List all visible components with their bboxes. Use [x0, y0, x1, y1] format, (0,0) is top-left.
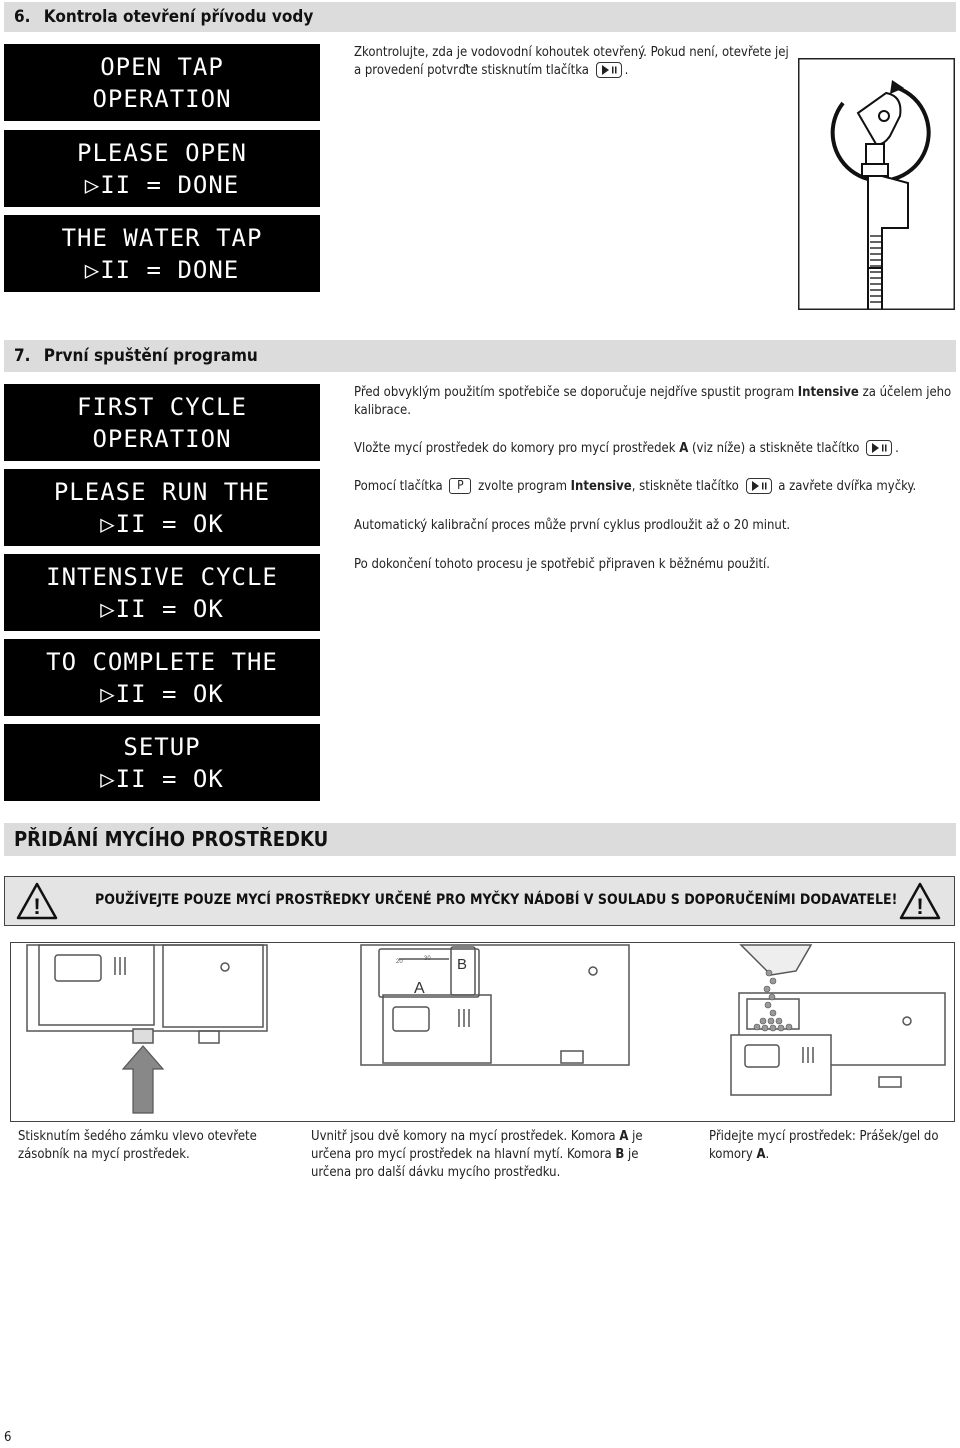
water-tap-illustration — [798, 58, 955, 310]
lcd-please-open — [4, 130, 320, 207]
warning-box — [4, 876, 955, 926]
caption-2 — [311, 1128, 651, 1182]
lcd-line: THE WATER TAP — [61, 223, 263, 252]
lcd-line: OPEN TAP — [100, 52, 224, 81]
text-fragment: Zkontrolujte, zda je vodovodní kohoutek otevřený. Pokud není, otevřete jej a provedení potvrďte stisknutím tlačítka — [354, 45, 789, 78]
scale-20: 20 — [396, 959, 403, 965]
chamber-b-label: B — [457, 956, 468, 973]
text-fragment: Po dokončení tohoto procesu je spotřebič připraven k běžnému použití. — [354, 557, 771, 572]
text-fragment: Automatický kalibrační proces může první cyklus prodloužit až o 20 minut. — [354, 518, 791, 533]
dispenser-drawing — [11, 943, 954, 1121]
lcd-line: PLEASE RUN THE — [53, 477, 271, 506]
text-fragment: Uvnitř jsou dvě komory na mycí prostředek. Komora — [311, 1129, 620, 1144]
lcd-line: INTENSIVE CYCLE — [46, 562, 278, 591]
warning-text: POUŽÍVEJTE POUZE MYCÍ PROSTŘEDKY URČENÉ PRO MYČKY NÁDOBÍ V SOULADU S DOPORUČENÍMI DODAVATELE! — [95, 892, 898, 908]
lcd-line: ▷II = DONE — [84, 170, 240, 199]
warning-symbol: ! — [33, 894, 41, 919]
section-6-title: Kontrola otevření přívodu vody — [43, 7, 314, 27]
text-fragment: . — [895, 441, 899, 456]
lcd-line: ▷II = DONE — [84, 255, 240, 284]
section-6-header — [4, 2, 956, 32]
detergent-section-header — [4, 823, 956, 856]
play-pause-button-icon — [866, 440, 892, 456]
lcd-line: ▷II = OK — [100, 764, 224, 793]
lcd-setup — [4, 724, 320, 801]
dispenser-closed — [27, 945, 267, 1043]
text-fragment: Stisknutím šedého zámku vlevo otevřete zásobník na mycí prostředek. — [18, 1129, 257, 1162]
section-6-paragraph — [354, 44, 794, 80]
dispenser-illustrations — [10, 942, 955, 1122]
lcd-water-tap — [4, 215, 320, 292]
warning-triangle-icon — [15, 881, 59, 921]
water-tap-drawing — [798, 58, 955, 310]
text-fragment: a zavřete dvířka myčky. — [778, 479, 917, 494]
up-arrow-icon — [123, 1046, 163, 1113]
section-7-number: 7. — [14, 346, 31, 366]
text-fragment: Přidejte mycí prostředek: Prášek/gel do komory — [709, 1129, 939, 1162]
play-pause-button-icon — [596, 62, 622, 78]
lcd-intensive-cycle — [4, 554, 320, 631]
section-7-paragraph-3 — [354, 478, 954, 496]
lcd-line: OPERATION — [92, 424, 232, 453]
lcd-line: SETUP — [123, 732, 201, 761]
section-7-title: První spuštění programu — [43, 346, 258, 366]
text-fragment: za účelem jeho kalibrace. — [354, 385, 952, 418]
play-pause-button-icon — [746, 478, 772, 494]
text-fragment: , stiskněte tlačítko — [631, 479, 739, 494]
text-fragment: Vložte mycí prostředek do komory pro mycí prostředek — [354, 441, 680, 456]
chamber-a-label: A — [414, 980, 425, 997]
text-fragment: Před obvyklým použitím spotřebiče se doporučuje nejdříve spustit program — [354, 385, 798, 400]
text-fragment: Pomocí tlačítka — [354, 479, 443, 494]
lcd-line: OPERATION — [92, 84, 232, 113]
warning-triangle-icon — [898, 881, 942, 921]
section-7-paragraph-4 — [354, 517, 954, 535]
lcd-line: FIRST CYCLE — [77, 392, 247, 421]
caption-3 — [709, 1128, 954, 1164]
lcd-first-cycle — [4, 384, 320, 461]
text-fragment: je určena pro další dávku mycího prostředku. — [311, 1147, 639, 1180]
text-fragment: (viz níže) a stiskněte tlačítko — [688, 441, 860, 456]
lcd-line: TO COMPLETE THE — [46, 647, 278, 676]
detergent-powder — [754, 970, 792, 1031]
lcd-line: PLEASE OPEN — [77, 138, 247, 167]
text-fragment: . — [624, 63, 629, 78]
p-button-icon: P — [449, 478, 471, 494]
text-bold: B — [615, 1147, 625, 1162]
lcd-line: ▷II = OK — [100, 679, 224, 708]
lcd-line: ▷II = OK — [100, 509, 224, 538]
text-bold: Intensive — [797, 385, 859, 400]
text-bold: A — [756, 1147, 766, 1162]
text-fragment: je určena pro mycí prostředek na hlavní mytí. Komora — [311, 1129, 643, 1162]
text-fragment: zvolte program — [478, 479, 571, 494]
warning-symbol: ! — [916, 894, 924, 919]
section-6-number: 6. — [14, 7, 31, 27]
section-7-header — [4, 340, 956, 372]
section-7-paragraph-2 — [354, 440, 954, 458]
detergent-section-title: PŘIDÁNÍ MYCÍHO PROSTŘEDKU — [14, 827, 329, 851]
page-number: 6 — [4, 1430, 12, 1445]
text-bold: Intensive — [570, 479, 632, 494]
lcd-line: ▷II = OK — [100, 594, 224, 623]
scale-30: 30 — [424, 956, 431, 962]
lcd-to-complete — [4, 639, 320, 716]
section-7-paragraph-1 — [354, 384, 954, 420]
text-bold: A — [619, 1129, 629, 1144]
lcd-please-run — [4, 469, 320, 546]
lcd-open-tap — [4, 44, 320, 121]
caption-1 — [18, 1128, 268, 1164]
text-fragment: . — [765, 1147, 770, 1162]
section-7-paragraph-5 — [354, 556, 954, 574]
text-bold: A — [679, 441, 689, 456]
